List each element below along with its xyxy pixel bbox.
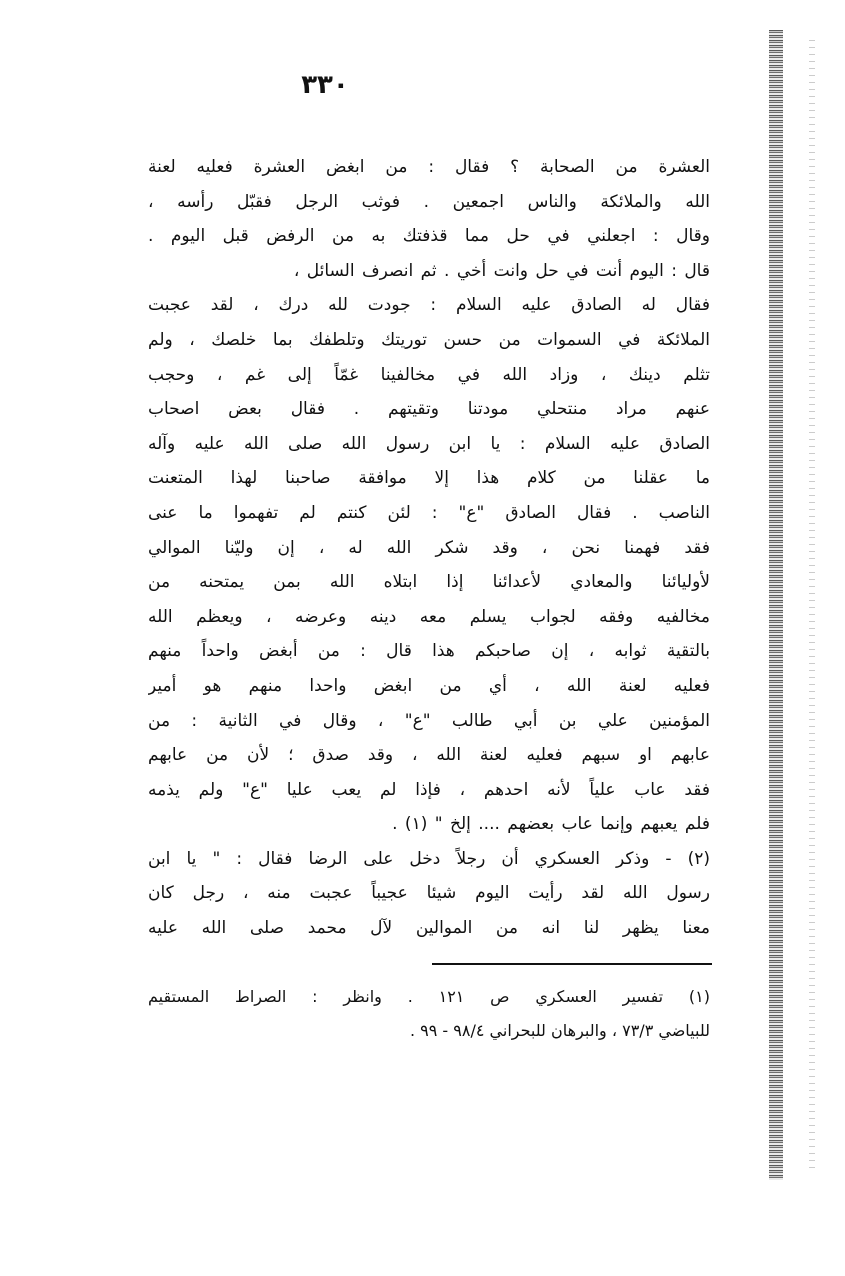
text-line: عابهم او سبهم فعليه لعنة الله ، وقد صدق ؛ لأن من عابهم [148, 745, 710, 766]
text-line: المؤمنين علي بن أبي طالب "ع" ، وقال في الثانية : من [148, 710, 710, 731]
text-line: وقال : اجعلني في حل مما قذفتك به من الرفض قبل اليوم . [148, 226, 710, 247]
scan-binding-strip [769, 30, 783, 1180]
text-line: الصادق عليه السلام : يا ابن رسول الله صلى الله عليه وآله [148, 433, 710, 454]
page-number: ٣٣٠ [301, 70, 349, 100]
text-line: فلم يعبهم وإنما عاب بعضهم .... إلخ " (١) . [392, 814, 710, 835]
text-line: ما عقلنا من كلام هذا إلا موافقة صاحبنا لهذا المتعنت [148, 468, 710, 489]
text-line: الملائكة في السموات من حسن توريتك وتلطفك بما خلصك ، ولم [148, 329, 710, 350]
footnote-separator [432, 963, 712, 965]
text-line: بالتقية ثوابه ، إن صاحبكم هذا قال : من أبغض واحداً منهم [148, 641, 710, 662]
footnote-line: (١) تفسير العسكري ص ١٢١ . وانظر : الصراط المستقيم [148, 987, 710, 1006]
body-text [148, 150, 710, 946]
text-line: مخالفيه وفقه لجواب يسلم معه دينه وعرضه ، ويعظم الله [148, 606, 710, 627]
text-line: الله والملائكة والناس اجمعين . فوثب الرجل فقبّل رأسه ، [148, 191, 710, 212]
text-line: (٢) - وذكر العسكري أن رجلاً دخل على الرضا فقال : " يا ابن [148, 848, 710, 869]
text-line: العشرة من الصحابة ؟ فقال : من ابغض العشرة فعليه لعنة [148, 157, 710, 177]
footnotes [148, 980, 710, 1048]
text-line: معنا يظهر لنا انه من الموالين لآل محمد صلى الله عليه [148, 918, 710, 939]
text-line: فقد فهمنا نحن ، وقد شكر الله له ، إن وليّنا الموالي [148, 537, 710, 558]
text-line: فقد عاب علياً لأنه احدهم ، فإذا لم يعب عليا "ع" ولم يذمه [148, 779, 710, 800]
text-line: فعليه لعنة الله ، أي من ابغض واحدا منهم هو أمير [148, 675, 710, 696]
text-line: فقال له الصادق عليه السلام : جودت لله درك ، لقد عجبت [148, 295, 710, 316]
text-line: رسول الله لقد رأيت اليوم شيئا عجيباً عجبت منه ، رجل كان [148, 883, 710, 904]
scan-edge-noise [809, 40, 815, 1170]
text-line: لأوليائنا والمعادي لأعدائنا إذا ابتلاه الله بمن يمتحنه من [148, 572, 710, 593]
text-line: عنهم مراد منتحلي مودتنا وتقيتهم . فقال بعض اصحاب [148, 399, 710, 420]
text-line: تثلم دينك ، وزاد الله في مخالفينا غمّاً إلى غم ، وحجب [148, 364, 710, 385]
footnote-line: للبياضي ٧٣/٣ ، والبرهان للبحراني ٩٨/٤ - ٩٩ . [409, 1021, 710, 1040]
text-line: قال : اليوم أنت في حل وانت أخي . ثم انصرف السائل ، [293, 260, 710, 281]
text-line: الناصب . فقال الصادق "ع" : لئن كنتم لم تفهموا ما عنى [148, 502, 710, 523]
